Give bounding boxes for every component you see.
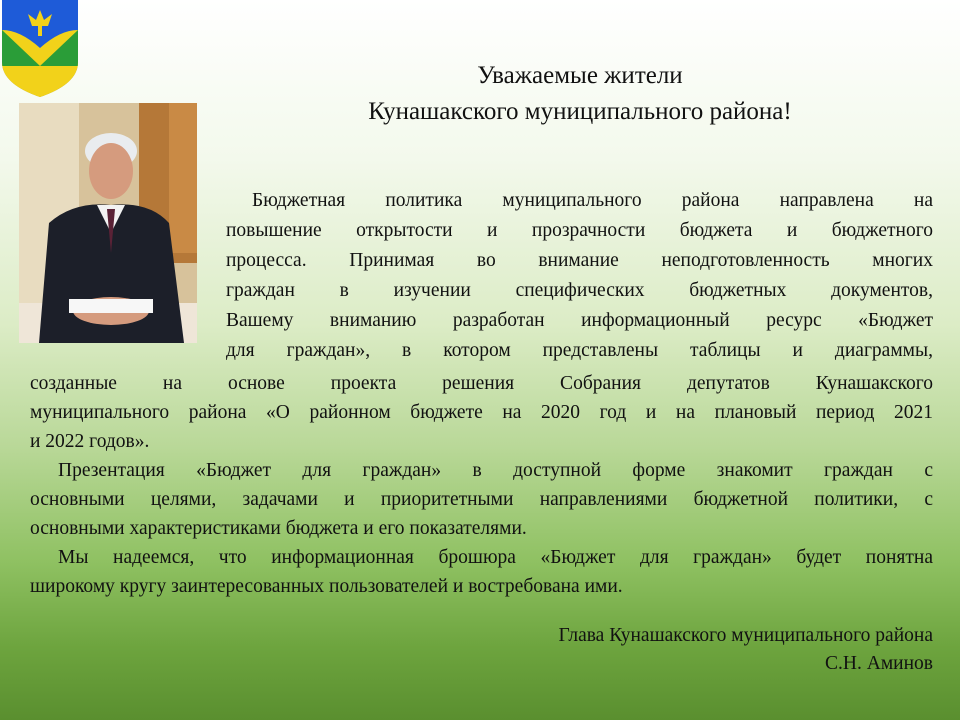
text-line: Презентация «Бюджет для граждан» в доступной форме знакомит граждан с — [58, 460, 933, 481]
text-line: повышение открытости и прозрачности бюджета и бюджетного — [226, 220, 933, 241]
text-line: и 2022 годов». — [30, 431, 150, 452]
signature-position: Глава Кунашакского муниципального района — [558, 625, 933, 646]
signature-name: С.Н. Аминов — [825, 653, 933, 674]
text-line: Бюджетная политика муниципального района направлена на — [252, 190, 933, 211]
text-line: широкому кругу заинтересованных пользователей и востребована ими. — [30, 576, 623, 597]
text-line: граждан в изучении специфических бюджетных документов, — [226, 280, 933, 301]
text-line: Вашему вниманию разработан информационный ресурс «Бюджет — [226, 310, 933, 331]
body-text — [30, 369, 933, 601]
text-line: созданные на основе проекта решения Собрания депутатов Кунашакского — [30, 373, 933, 394]
text-line: муниципального района «О районном бюджете на 2020 год и на плановый период 2021 — [30, 402, 933, 423]
title-line-1: Уважаемые жители — [477, 62, 683, 89]
text-line: процесса. Принимая во внимание неподготовленность многих — [226, 250, 933, 271]
text-line: для граждан», в котором представлены таблицы и диаграммы, — [226, 340, 933, 361]
official-portrait — [19, 103, 197, 343]
text-line: основными характеристиками бюджета и его показателями. — [30, 518, 527, 539]
greeting-title — [290, 58, 870, 130]
text-line: Мы надеемся, что информационная брошюра «Бюджет для граждан» будет понятна — [58, 547, 933, 568]
text-line: основными целями, задачами и приоритетными направлениями бюджетной политики, с — [30, 489, 933, 510]
signature — [559, 622, 933, 678]
lead-paragraph — [226, 186, 933, 366]
title-line-2: Кунашакского муниципального района! — [368, 98, 792, 125]
coat-of-arms-icon — [0, 0, 80, 98]
